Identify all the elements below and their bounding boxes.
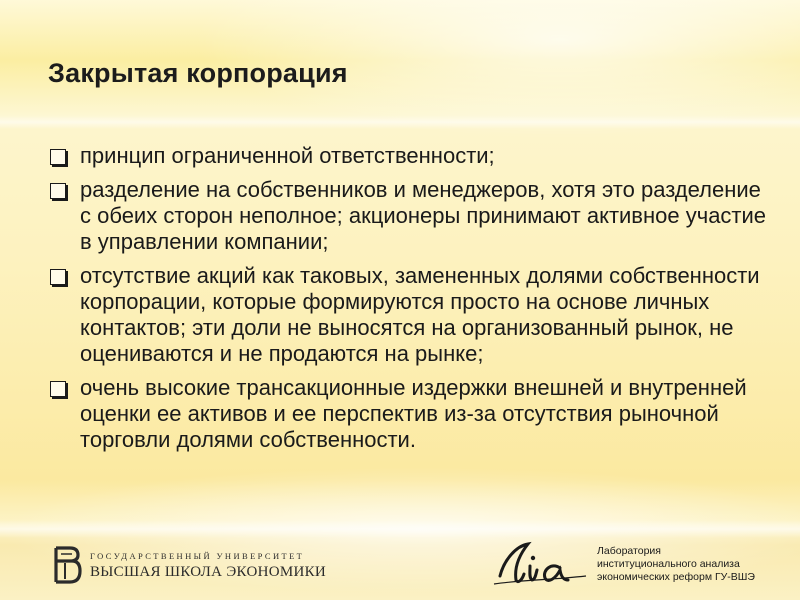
lab-caption-line: Лаборатория bbox=[597, 545, 661, 557]
decorative-band-bottom bbox=[0, 520, 800, 538]
bullet-item bbox=[48, 177, 768, 255]
slide-title: Закрытая корпорация bbox=[48, 58, 348, 88]
lab-caption bbox=[597, 545, 755, 584]
checkbox-icon bbox=[50, 269, 66, 285]
university-line2: ВЫСШАЯ ШКОЛА ЭКОНОМИКИ bbox=[90, 564, 327, 580]
checkbox-icon bbox=[50, 149, 66, 165]
bullet-text: разделение на собственников и менеджеров, хотя это разделение с обеих сторон неполное; акционеры принимают активное участие в управлении компании; bbox=[80, 177, 767, 254]
hse-logo-icon bbox=[52, 546, 84, 584]
bullet-text: очень высокие трансакционные издержки внешней и внутренней оценки ее активов и ее перспектив из-за отсутствия рыночной торговли долями собственности. bbox=[80, 375, 747, 452]
bullet-item bbox=[48, 143, 768, 169]
university-line1: ГОСУДАРСТВЕННЫЙ УНИВЕРСИТЕТ bbox=[90, 551, 305, 561]
decorative-band-top bbox=[0, 115, 800, 129]
bullet-item bbox=[48, 375, 768, 453]
bullet-text: отсутствие акций как таковых, замененных долями собственности корпорации, которые формируются просто на основе личных контактов; эти доли не выносятся на организованный рынок, не оцениваются и не продаются на рынке; bbox=[80, 263, 760, 366]
checkbox-icon bbox=[50, 183, 66, 199]
bullet-item bbox=[48, 263, 768, 367]
bullet-text: принцип ограниченной ответственности; bbox=[80, 143, 495, 168]
checkbox-icon bbox=[50, 381, 66, 397]
lia-logo-icon bbox=[490, 540, 590, 590]
lab-caption-line: экономических реформ ГУ-ВШЭ bbox=[597, 571, 755, 583]
university-branding bbox=[52, 546, 327, 586]
lab-caption-line: институционального анализа bbox=[597, 558, 740, 570]
bullet-list bbox=[48, 143, 768, 461]
